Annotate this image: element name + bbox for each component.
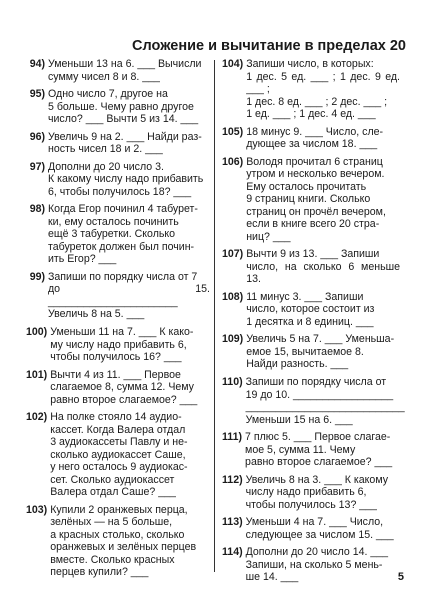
problem-text: Увеличь 8 на 3. ___ К какому числу надо прибавить 6, чтобы получилось 13? ___ xyxy=(245,473,389,511)
problem-item xyxy=(222,58,400,121)
problem-text: 7 плюс 5. ___ Первое слагае- мое 5, сумма 11. Чему равно второе слагаемое? ___ xyxy=(245,431,393,469)
right-column xyxy=(222,58,405,589)
problem-text: Вычти 9 из 13. ___ Запиши число, на сколько 6 меньше 13. xyxy=(246,248,400,286)
problem-text: Увеличь 9 на 2. ___ Найди раз- ность чисел 18 и 2. ___ xyxy=(48,130,202,156)
problem-item xyxy=(222,376,405,426)
problem-item xyxy=(26,203,210,266)
problem-text: На полке стояло 14 аудио- кассет. Когда Валера отдал 3 аудиокассеты Павлу и не- сколько аудиокассет Саше, у него осталось 9 аудиокас- сет. Сколько аудиокассет Валера отдал Саше? ___ xyxy=(50,411,188,499)
problem-number: 99) xyxy=(29,270,45,283)
problem-text: Вычти 4 из 11. ___ Первое слагаемое 8, сумма 12. Чему равно второе слагаемое? ___ xyxy=(50,368,198,406)
problem-text: Дополни до 20 число 3. К какому числу надо прибавить 6, чтобы получилось 18? ___ xyxy=(48,160,204,198)
problem-number: 94) xyxy=(29,58,45,70)
problem-item xyxy=(26,88,210,126)
problem-text: Володя прочитал 6 страниц утром и несколько вечером. Ему осталось прочитать 9 страниц книги. Сколько страниц он прочёл вечером, если в книге всего 20 стра- ниц? ___ xyxy=(246,155,386,243)
problem-item xyxy=(26,131,210,156)
problem-text: 18 минус 9. ___ Число, сле- дующее за числом 18. ___ xyxy=(246,125,384,151)
problem-item xyxy=(222,156,400,244)
problem-item xyxy=(222,333,400,371)
problem-number: 112) xyxy=(222,473,243,486)
problem-number: 111) xyxy=(222,431,243,444)
problem-item xyxy=(222,474,400,512)
problem-text: 11 минус 3. ___ Запиши число, которое состоит из 1 десятка и 8 единиц. ___ xyxy=(246,290,375,328)
problem-item xyxy=(26,369,210,407)
problem-number: 108) xyxy=(222,290,244,303)
problem-number: 102) xyxy=(26,411,48,424)
problem-number: 104) xyxy=(222,58,244,70)
problem-item xyxy=(26,58,210,83)
problem-text: Одно число 7, другое на 5 больше. Чему равно другое число? ___ Вычти 5 из 14. ___ xyxy=(48,88,199,126)
problem-number: 96) xyxy=(29,130,45,143)
problem-number: 103) xyxy=(26,503,48,516)
problem-number: 107) xyxy=(222,248,244,261)
problem-number: 114) xyxy=(222,546,243,559)
problem-item xyxy=(222,546,400,584)
problem-number: 113) xyxy=(222,516,243,529)
problem-item xyxy=(26,326,210,364)
problem-number: 100) xyxy=(26,326,48,339)
problem-item xyxy=(222,291,400,329)
problem-item xyxy=(26,411,210,499)
column-divider xyxy=(214,60,215,572)
problem-item xyxy=(26,271,210,321)
problem-text: Уменьши 11 на 7. ___ К како- му числу надо прибавить 6, чтобы получилось 16? ___ xyxy=(50,326,194,364)
problem-number: 110) xyxy=(222,376,243,389)
left-column xyxy=(26,58,210,584)
problem-text: Запиши по порядку числа от 7 до 15. ______________________ Увеличь 8 на 5. ___ xyxy=(48,270,210,321)
problem-number: 106) xyxy=(222,155,244,168)
problem-number: 97) xyxy=(29,160,45,173)
problem-number: 98) xyxy=(29,203,45,216)
problem-number: 95) xyxy=(29,88,45,101)
problem-number: 105) xyxy=(222,125,244,138)
problem-text: Уменьши 13 на 6. ___ Вычисли сумму чисел 8 и 8. ___ xyxy=(48,58,202,83)
problem-item xyxy=(222,248,400,286)
problem-text: Уменьши 4 на 7. ___ Число, следующее за числом 15. ___ xyxy=(245,516,394,541)
problem-item xyxy=(26,161,210,199)
problem-number: 101) xyxy=(26,368,48,381)
page-title: Сложение и вычитание в пределах 20 xyxy=(132,38,406,54)
problem-item xyxy=(222,126,400,151)
problem-text: Дополни до 20 число 14. ___ Запиши, на сколько 5 мень- ше 14. ___ xyxy=(245,546,389,584)
problem-number: 109) xyxy=(222,333,244,346)
problem-text: Купили 2 оранжевых перца, зелёных — на 5 больше, а красных столько, сколько оранжевых и зелёных перцев вместе. Сколько красных перцев купили? ___ xyxy=(50,503,197,579)
page-number: 5 xyxy=(397,571,404,583)
problem-text: Запиши по порядку числа от 19 до 10. _________________ ___________________________ Уменьши 15 на 6. ___ xyxy=(245,376,405,426)
problem-item xyxy=(26,504,210,579)
problem-text: Увеличь 5 на 7. ___ Уменьша- емое 15, вычитаемое 8. Найди разность. ___ xyxy=(246,333,395,371)
problem-text: Запиши число, в которых: 1 дес. 5 ед. ___ ; 1 дес. 9 ед. ___ ; 1 дес. 8 ед. ___ ; 2 дес. ___ ; 1 ед. ___ ; 1 дес. 4 ед. ___ xyxy=(246,58,400,120)
problem-item xyxy=(222,516,400,541)
problem-text: Когда Егор починил 4 табурет- ки, ему осталось починить ещё 3 табуретки. Сколько табуреток должен был почин- ить Егор? ___ xyxy=(48,203,198,266)
problem-item xyxy=(222,431,400,469)
